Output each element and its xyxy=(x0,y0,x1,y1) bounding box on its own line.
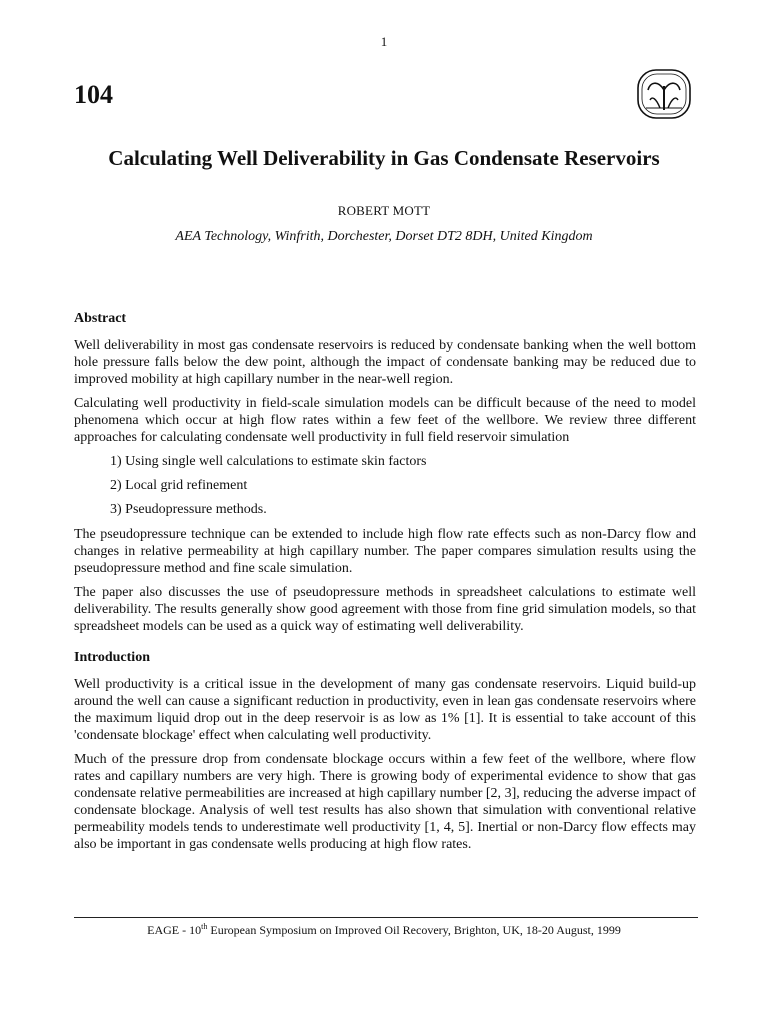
introduction-heading: Introduction xyxy=(74,650,150,665)
approach-list-item: 2) Local grid refinement xyxy=(110,478,248,493)
approach-list-item: 1) Using single well calculations to estimate skin factors xyxy=(110,454,427,469)
abstract-heading: Abstract xyxy=(74,311,127,326)
author-affiliation: AEA Technology, Winfrith, Dorchester, Dorset DT2 8DH, United Kingdom xyxy=(175,229,593,244)
page-number: 1 xyxy=(380,34,388,49)
paper-body xyxy=(74,310,696,860)
approach-list-item: 3) Pseudopressure methods. xyxy=(110,502,267,517)
eage-wave-logo-icon xyxy=(634,68,694,120)
abstract-paragraph-2: Calculating well productivity in field-scale simulation models can be difficult because of the need to model phenomena which occur at high flow rates within a few feet of the wellbore. We review three different approaches for calculating condensate well productivity in full field reservoir simulation xyxy=(74,396,696,445)
abstract-paragraph-4: The paper also discusses the use of pseudopressure methods in spreadsheet calculations to estimate well deliverability. The results generally show good agreement with those from fine grid simulation models, so that spreadsheet models can be used as a quick way of estimating well deliverability. xyxy=(74,585,696,634)
footer-divider xyxy=(74,917,698,918)
introduction-paragraph-1: Well productivity is a critical issue in the development of many gas condensate reservoirs. Liquid build-up around the well can cause a significant reduction in productivity, even in lean gas condensate reservoirs where the maximum liquid drop out in the deep reservoir is as low as 1% [1]. It is essential to take account of this 'condensate blockage' effect when calculating well productivity. xyxy=(74,677,696,743)
approach-list xyxy=(74,453,696,518)
footer-prefix: EAGE - 10 xyxy=(147,923,202,937)
author-name: ROBERT MOTT xyxy=(337,203,431,218)
introduction-paragraph-2: Much of the pressure drop from condensate blockage occurs within a few feet of the wellbore, where flow rates and capillary numbers are very high. There is growing body of experimental evidence to show that gas condensate relative permeabilities are increased at high capillary number [2, 3], reducing the adverse impact of condensate blockage. Analysis of well test results has also shown that simulation with conventional relative permeability models tends to underestimate well productivity [1, 4, 5]. Inertial or non-Darcy flow effects may also be important in gas condensate wells producing at high flow rates. xyxy=(74,752,696,852)
footer-superscript: th xyxy=(201,922,208,931)
abstract-paragraph-3: The pseudopressure technique can be extended to include high flow rate effects such as non-Darcy flow and changes in relative permeability at high capillary number. The paper compares simulation results using the pseudopressure method and fine scale simulation. xyxy=(74,527,696,576)
paper-number: 104 xyxy=(74,80,113,109)
page-footer xyxy=(0,922,768,938)
paper-title: Calculating Well Deliverability in Gas Condensate Reservoirs xyxy=(108,146,660,170)
abstract-paragraph-1: Well deliverability in most gas condensate reservoirs is reduced by condensate banking when the well bottom hole pressure falls below the dew point, although the impact of condensate banking may be reduced due to improved mobility at high capillary number in the near-well region. xyxy=(74,338,696,387)
footer-suffix: European Symposium on Improved Oil Recovery, Brighton, UK, 18-20 August, 1999 xyxy=(207,923,621,937)
